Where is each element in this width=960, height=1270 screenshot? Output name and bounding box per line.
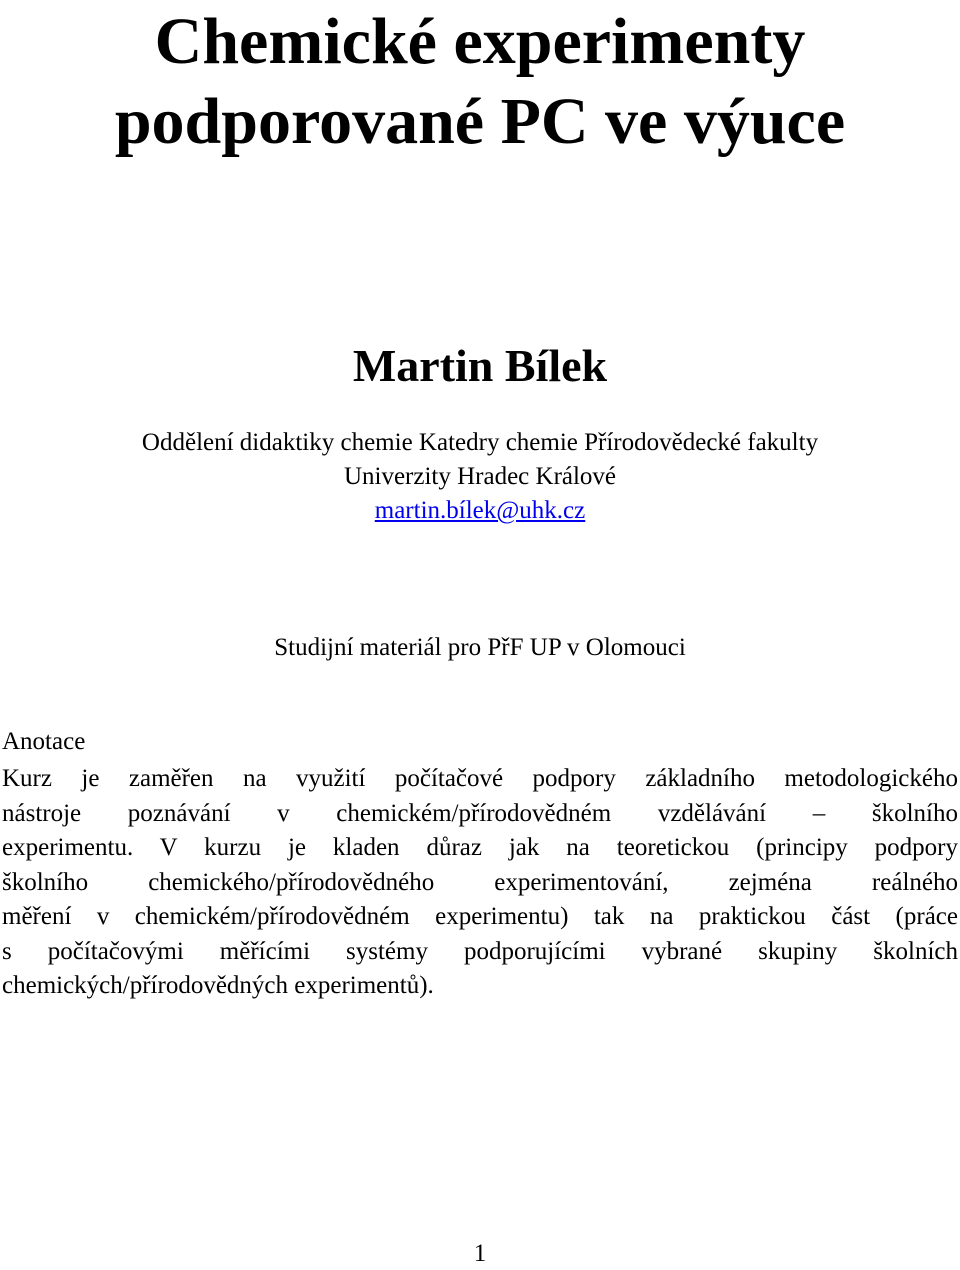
- affiliation-university: Univerzity Hradec Králové: [343, 463, 617, 490]
- study-material-note: Studijní materiál pro PřF UP v Olomouci: [274, 634, 686, 661]
- title-line-2: podporované PC ve výuce: [114, 85, 846, 158]
- abstract-line: s počítačovými měřícími systémy podporujícími vybrané skupiny školních: [2, 937, 958, 965]
- affiliation-department: Oddělení didaktiky chemie Katedry chemie Přírodovědecké fakulty: [141, 429, 819, 456]
- abstract-line: chemických/přírodovědných experimentů).: [2, 972, 434, 999]
- abstract-line: experimentu. V kurzu je kladen důraz jak na teoretickou (principy podpory: [2, 834, 958, 861]
- abstract-line: školního chemického/přírodovědného experimentování, zejména reálného: [2, 868, 958, 896]
- abstract-line: Kurz je zaměřen na využití počítačové podpory základního metodologického: [2, 765, 958, 792]
- abstract-line: měření v chemickém/přírodovědném experimentu) tak na praktickou část (práce: [2, 903, 958, 930]
- abstract-line: nástroje poznávání v chemickém/přírodovědném vzdělávání – školního: [2, 799, 958, 827]
- document-title: [0, 2, 960, 162]
- email-link[interactable]: martin.bílek@uhk.cz: [374, 497, 586, 524]
- abstract-heading: Anotace: [2, 728, 86, 755]
- author-name: Martin Bílek: [352, 340, 608, 391]
- email-container: [0, 495, 960, 527]
- page-number: 1: [473, 1240, 487, 1267]
- title-line-1: Chemické experimenty: [154, 5, 806, 78]
- abstract-text: [2, 762, 958, 1004]
